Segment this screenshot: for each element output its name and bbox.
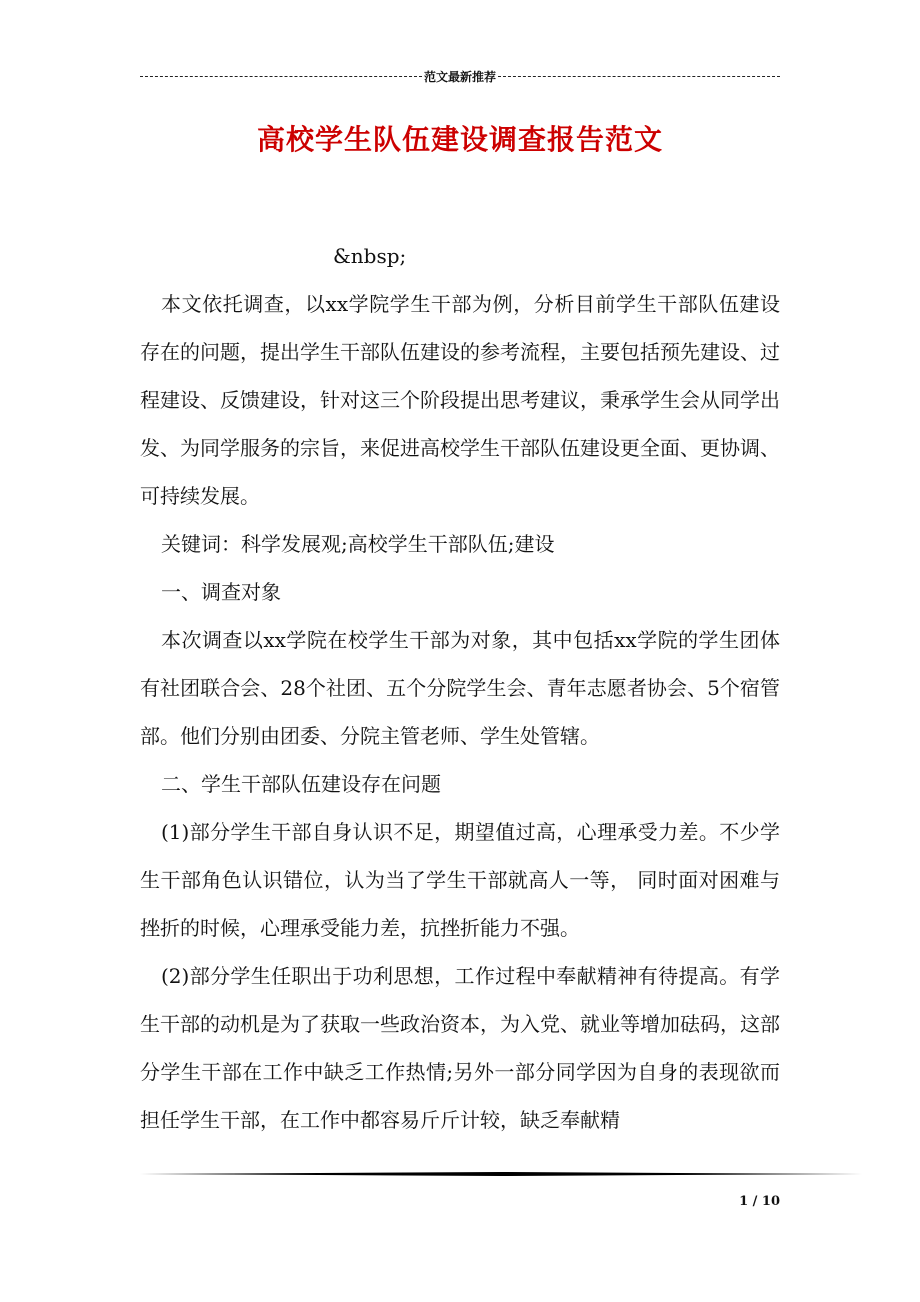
section-heading-1: 一、调查对象: [161, 580, 281, 604]
nbsp-text: &nbsp;: [333, 244, 407, 268]
header-dash-left: [140, 76, 422, 77]
footer-divider: [140, 1172, 862, 1176]
keywords-paragraph: 关键词：科学发展观;高校学生干部队伍;建设: [161, 532, 555, 556]
document-title: 高校学生队伍建设调查报告范文: [256, 123, 663, 156]
abstract-paragraph: 本文依托调查，以xx学院学生干部为例，分析目前学生干部队伍建设存在的问题，提出学生干部队伍建设的参考流程，主要包括预先建设、过程建设、反馈建设，针对这三个阶段提出思考建议，秉承学生会从同学出发、为同学服务的宗旨，来促进高校学生干部队伍建设更全面、更协调、可持续发展。: [140, 292, 780, 508]
document-body: [140, 232, 780, 1144]
problem-paragraph-2: (2)部分学生任职出于功利思想，工作过程中奉献精神有待提高。有学生干部的动机是为了获取一些政治资本，为入党、就业等增加砝码，这部分学生干部在工作中缺乏工作热情;另外一部分同学因为自身的表现欲而担任学生干部，在工作中都容易斤斤计较，缺乏奉献精: [140, 964, 780, 1132]
problem-paragraph-1: (1)部分学生干部自身认识不足，期望值过高，心理承受力差。不少学生干部角色认识错位，认为当了学生干部就高人一等， 同时面对困难与挫折的时候，心理承受能力差，抗挫折能力不强。: [140, 820, 780, 940]
header-dash-right: [498, 76, 780, 77]
section-heading-2: 二、学生干部队伍建设存在问题: [161, 772, 441, 796]
page-number: 1 / 10: [739, 1194, 780, 1209]
page-header: [140, 66, 780, 86]
header-label: 范文最新推荐: [424, 69, 497, 84]
survey-object-paragraph: 本次调查以xx学院在校学生干部为对象，其中包括xx学院的学生团体有社团联合会、28个社团、五个分院学生会、青年志愿者协会、5个宿管部。他们分别由团委、分院主管老师、学生处管辖。: [140, 628, 780, 748]
